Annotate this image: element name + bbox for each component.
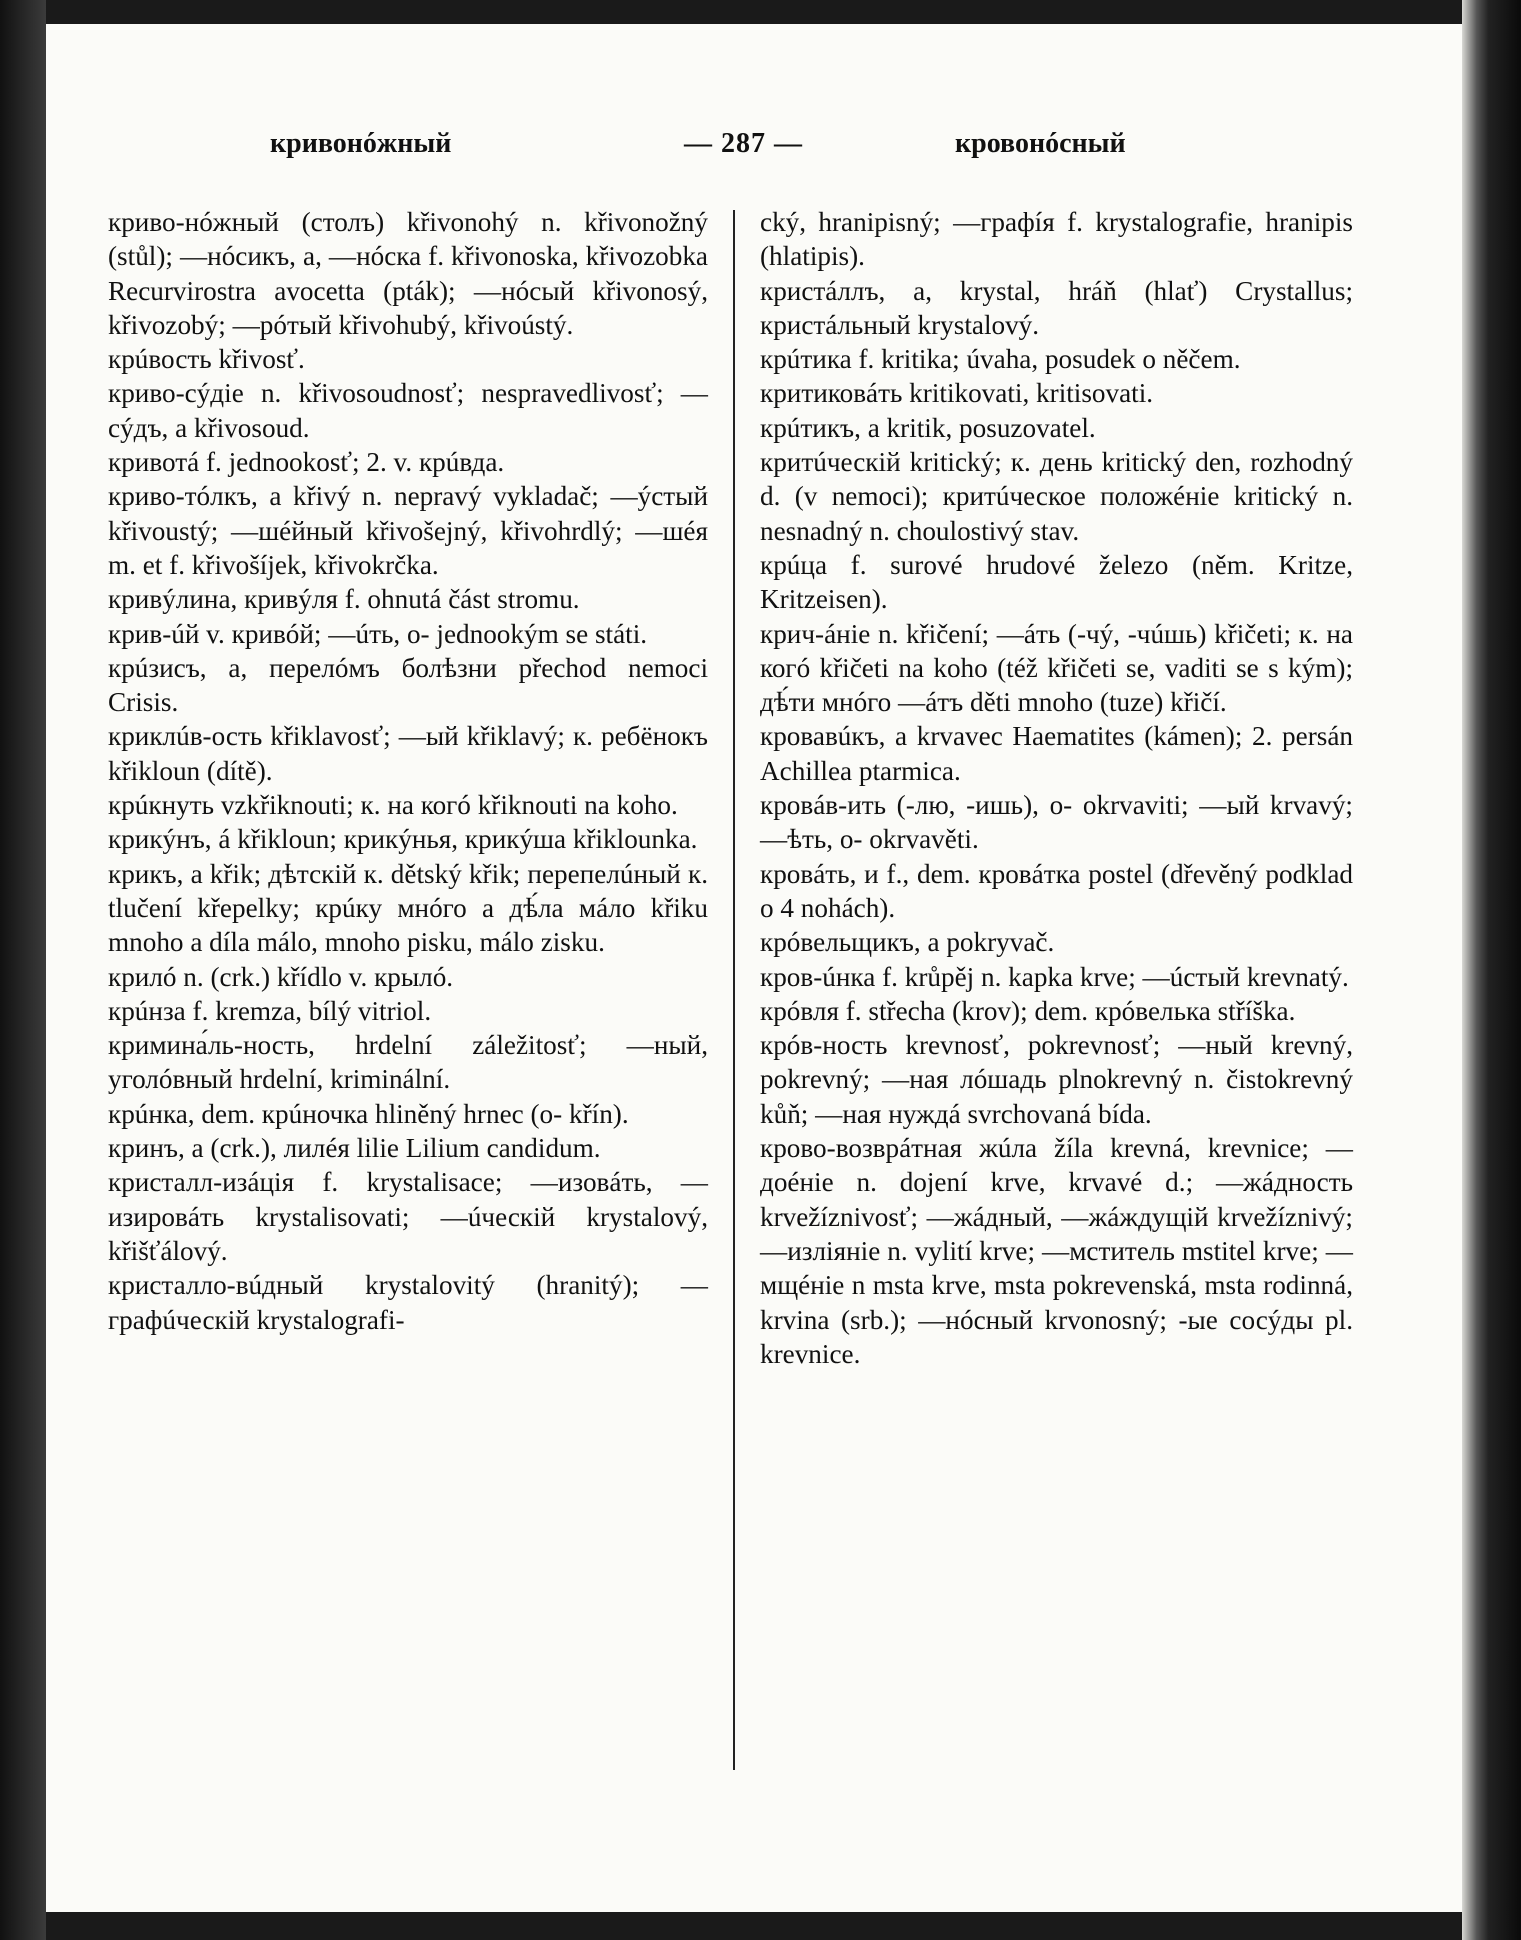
dictionary-entry: кривотá f. jednookosť; 2. v. крúвда.	[108, 447, 505, 478]
dictionary-entry: кровавúкъ, а krvavec Haematites (kámen); 2. persán Achillea ptarmica.	[760, 721, 1353, 786]
dictionary-entry: кристалл-изáція f. krystalisace; —изовáть, —изировáть krystalisovati; —úческій krystalový, křišťálový.	[108, 1167, 708, 1266]
dictionary-entry: крúкнуть vzkřiknouti; к. на когó křiknouti na koho.	[108, 790, 678, 821]
dictionary-entry: критиковáть kritikovati, kritisovati.	[760, 378, 1154, 409]
header-guide-word-right: кровонóсный	[955, 128, 1126, 159]
dictionary-entry: крóв-ность krevnosť, pokrevnosť; —ный krevný, pokrevný; —ная лóшадь plnokrevný n. čistokrevný kůň; —ная нуждá svrchovaná bída.	[760, 1030, 1353, 1129]
dictionary-entry: крúнза f. kremza, bílý vitriol.	[108, 995, 432, 1026]
dictionary-entry: кривýлина, кривýля f. ohnutá část stromu.	[108, 584, 580, 615]
dictionary-entry: критúческій kritický; к. день kritický den, rozhodný d. (v nemoci); критúческое положéніе kritický n. nesnadný n. choulostivý stav.	[760, 447, 1353, 546]
dictionary-entry: криклúв-ость křiklavosť; —ый křiklavý; к. ребёнокъ křikloun (dítě).	[108, 721, 708, 786]
dictionary-entry: кровáть, и f., dem. кровáтка postel (dřevěný podklad o 4 nohách).	[760, 858, 1353, 923]
dictionary-entry: кристалло-вúдный krystalovitý (hranitý); —графúческій krystalografi-	[108, 1270, 708, 1335]
dictionary-entry: крикýнъ, á křikloun; крикýнья, крикýша křiklounka.	[108, 824, 698, 855]
dictionary-entry: кримина́ль-ность, hrdelní záležitosť; —ный, уголóвный hrdelní, kriminální.	[108, 1030, 708, 1095]
dictionary-entry: крóвельщикъ, а pokryvač.	[760, 927, 1055, 958]
dictionary-entry: криво-сýдіе n. křivosoudnosť; nespravedlivosť; —сýдъ, а křivosoud.	[108, 378, 708, 443]
dictionary-entry: криво-тóлкъ, а křivý n. nepravý vykladač; —ýстый křivoustý; —шéйный křivošejný, křivohrdlý; —шéя m. et f. křivošíjek, křivokrčka.	[108, 481, 708, 580]
dictionary-entry: криво-нóжный (столъ) křivonohý n. křivonožný (stůl); —нóсикъ, а, —нóска f. křivonoska, křivozobka Recurvirostra avocetta (pták); —нóсый křivonosý, křivozobý; —рóтый křivohubý, křivoústý.	[108, 207, 708, 340]
page-number: — 287 —	[684, 128, 803, 159]
dictionary-entry: крово-возврáтная жúла žíla krevná, krevnice; —доéніе n. dojení krve, krvavé d.; —жáдность krvežíznivosť; —жáдный, —жáждущій krvežíznivý; —изліяніе n. vylití krve; —мститель mstitel krve; —мщéніе n msta krve, msta pokrevenská, msta rodinná, krvina (srb.); —нóсный krvonosný; -ые сосýды pl. krevnice.	[760, 1133, 1353, 1369]
dictionary-entry: крич-áніе n. křičení; —áть (-чý, -чúшь) křičeti; к. на когó křičeti na koho (též křičeti se, vaditi se s kým); дѣ́ти мнóго —áтъ děti mnoho (tuze) křičí.	[760, 618, 1353, 718]
dictionary-entry: кринъ, а (crk.), лилéя lilie Lilium candidum.	[108, 1133, 601, 1164]
page-header	[100, 128, 1353, 170]
dictionary-entry: крóвля f. střecha (krov); dem. крóвелька stříška.	[760, 995, 1296, 1026]
scan-right-border	[1462, 0, 1521, 1940]
dictionary-entry: крúтикъ, а kritik, posuzovatel.	[760, 412, 1096, 443]
dictionary-entry: крив-úй v. кривóй; —úть, о- jednookým se státi.	[108, 618, 648, 649]
dictionary-entry: крилó n. (crk.) křídlo v. крылó.	[108, 961, 454, 992]
left-column	[108, 205, 708, 1337]
dictionary-entry: кровáв-ить (-лю, -ишь), о- okrvaviti; —ый krvavý; —ѣть, о- okrvavěti.	[760, 790, 1353, 855]
dictionary-entry: cký, hranipisný; —графíя f. krystalografie, hranipis (hlatipis).	[760, 207, 1353, 272]
dictionary-entry: кров-úнка f. krůpěj n. kapka krve; —úстый krevnatý.	[760, 961, 1349, 992]
dictionary-entry: крúзисъ, а, перелóмъ болѣзни přechod nemoci Crisis.	[108, 652, 708, 718]
dictionary-entry: крúнка, dem. крúночка hliněný hrnec (o- křín).	[108, 1098, 629, 1129]
header-guide-word-left: кривонóжный	[270, 128, 452, 159]
dictionary-entry: крúтика f. kritika; úvaha, posudek o něčem.	[760, 344, 1241, 375]
scan-left-border	[0, 0, 46, 1940]
dictionary-entry: крикъ, а křik; дѣтскій к. dětský křik; перепелúный к. tlučení křepelky; крúку мнóго а дѣ́ла мáло křiku mnoho a díla málo, mnoho pisku, málo zisku.	[108, 858, 708, 958]
dictionary-entry: кристáллъ, а, krystal, hráň (hlať) Crystallus; кристáльный krystalový.	[760, 275, 1353, 340]
column-divider	[733, 210, 735, 1770]
right-column	[760, 205, 1353, 1371]
dictionary-entry: крúца f. surové hrudové železo (něm. Kritze, Kritzeisen).	[760, 549, 1353, 615]
dictionary-entry: крúвость křivosť.	[108, 344, 305, 375]
